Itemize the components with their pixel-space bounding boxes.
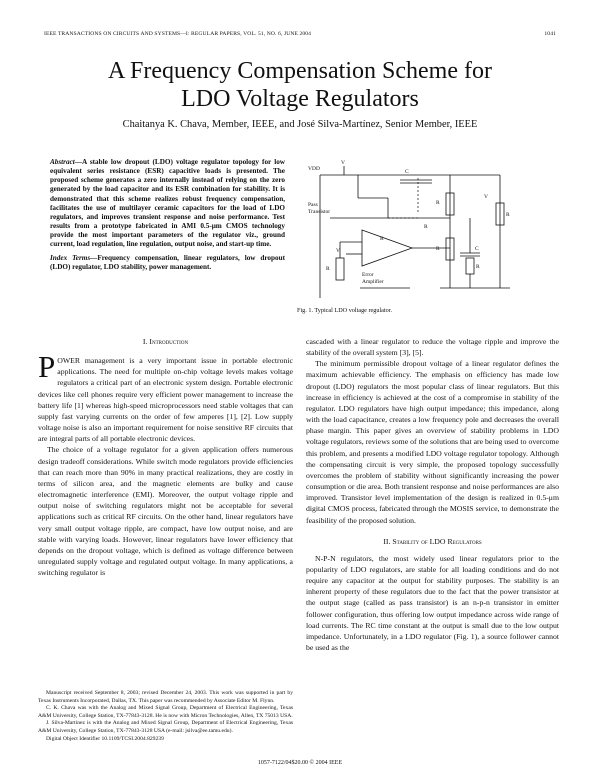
fig-label-rout: R — [380, 236, 384, 242]
column-right — [306, 336, 559, 653]
fig-label-amplifier: Amplifier — [362, 279, 384, 285]
footnote-4: Digital Object Identifier 10.1109/TCSI.2004.829239 — [46, 735, 164, 742]
fig-label-rl: R — [506, 212, 510, 218]
intro-paragraph-2: The choice of a voltage regulator for a given application offers numerous design tradeoff considerations. While switch mode regulators provide efficiencies that can reach more than 90% in many practical realizations, they are costly in terms of silicon area, and the magnetic elements are bulky and cause electromagnetic interference (EMI). Moreover, the output voltage ripple and output noise of switching regulators might not be acceptable for several applications such as critical RF circuits. On the other hand, linear regulators have very small output voltage ripple, are compact, have low output noise, and are stable with varying loads. However, linear regulators have lower efficiency that depends on the dropout voltage, which is defined as voltage difference between unregulated supply voltage and regulated output voltage. In many applications, a switching regulator is — [38, 445, 293, 578]
fig-label-resr: R — [476, 264, 480, 270]
abstract-text: A stable low dropout (LDO) voltage regulator topology for low equivalent series resistance (ESR) capacitive loads is presented. The proposed scheme generates a zero internally instead of relying on the zero generated by the load capacitor and its ESR combination for stability. It is demonstrated that this scheme realizes robust frequency compensation, facilitates the use of multilayer ceramic capacitors for the load of LDO regulators, and improves transient response and noise performance. Test results from a prototype fabricated in AMI 0.5-μm CMOS technology provide the most important parameters of the regulator viz., ground current, load regulation, line regulation, output noise, and start-up time. — [50, 158, 285, 249]
footnote-2: C. K. Chava was with the Analog and Mixed Signal Group, Department of Electrical Engineering, Texas A&M University, College Station, TX-77843-3128. He is now with Micron Technologies, Allen, TX 75013 USA. — [38, 705, 293, 719]
copyright-footer: 1057-7122/04$20.00 © 2004 IEEE — [257, 760, 343, 766]
fig-label-rpar: R — [424, 224, 428, 230]
running-header — [44, 31, 556, 41]
fig-label-error: Error — [362, 272, 374, 278]
intro-paragraph-3: cascaded with a linear regulator to reduce the voltage ripple and improve the stability of the overall system [3], [5]. — [306, 337, 559, 358]
section-1-title: I. Introduction — [142, 337, 189, 346]
abstract — [50, 158, 285, 272]
column-left — [38, 336, 293, 578]
stability-paragraph-1: N-P-N regulators, the most widely used linear regulators prior to the popularity of LDO regulators, are stable for all loading conditions and do not require any capacitor at the output for stability purposes. The stability is an inherent property of these regulators due to the fact that the power transistor at the output stage (called as pass transistor) is an n-p-n transistor in emitter follower configuration, thus offering low output impedance across wide range of load currents. The RC time constant at the output is small due to the low output impedance. Unfortunately, in a LDO regulator (Fig. 1), a source follower cannot be used as the — [306, 553, 559, 653]
fig-label-cparasitic: C — [405, 169, 409, 175]
footnote-3: J. Silva-Martinez is with the Analog and Mixed Signal Group, Department of Electrical Engineering, Texas A&M University, College Station, TX-77843-3128 USA (e-mail: jsilva@ee.tamu.edu). — [38, 720, 293, 734]
fig-label-vdd: VDD — [308, 166, 320, 172]
title-line-1: A Frequency Compensation Scheme for — [108, 58, 492, 84]
fig-label-cl: C — [475, 246, 479, 252]
fig-label-vref: V — [336, 248, 340, 254]
fig-label-pass: Pass — [308, 202, 318, 208]
drop-cap: P — [38, 349, 56, 385]
ldo-circuit-figure — [300, 158, 553, 298]
fig-label-r1: R — [436, 200, 440, 206]
paper-title — [0, 58, 600, 113]
figure-caption: Fig. 1. Typical LDO voltage regulator. — [297, 307, 392, 314]
intro-paragraph-1: OWER management is a very important issue in portable electronic applications. The need for multiple on-chip voltage levels makes voltage regulators a critical part of an electronic system design. Portable electronic devices like cell phones require very efficient power management to increase the battery life [1] whereas high-speed microprocessors need stable voltages that can supply fast varying currents on the order of few amperes [1], [2]. Low supply voltage noise is also an important requirement for noise sensitive RF circuits that are integral parts of all portable electronic devices. — [38, 356, 293, 444]
section-2-title: II. Stability of LDO Regulators — [383, 536, 482, 546]
fig-label-transistor: Transistor — [308, 209, 331, 215]
fig-label-vin: V — [341, 160, 345, 166]
footnote-1: Manuscript received September 8, 2003; revised December 24, 2003. This work was supported in part by Texas Instruments Incorporated, Dallas, TX. This paper was recommended by Associate Editor M. Flynn. — [38, 690, 293, 704]
abstract-label: Abstract— — [50, 158, 82, 166]
intro-paragraph-4: The minimum permissible dropout voltage of a linear regulator defines the maximum achievable efficiency. The emphasis on efficiency has made low dropout (LDO) regulators the most popular class of linear regulators. But this increase in efficiency is achieved at the cost of a compromise in stability of the regulator. LDO regulators have high output impedance; this impedance, along with the load capacitance, creates a low frequency pole and decreases the overall phase margin. This paper gives an overview of stability problems in LDO voltage regulators, reviews some of the solutions that are being used to overcome this problem, and presents a modified LDO voltage regulator topology. Although the compensating circuit is very simple, the proposed topology successfully overcomes the problem of stability without significantly increasing the power consumption or die area. Both transient response and noise performances are also improved. Transistor level implementation of the design is realized in 0.5-μm digital CMOS process, fabricated through the MOSIS service, to demonstrate the feasibility of the proposed solution. — [306, 359, 559, 525]
page-number: 1041 — [544, 31, 556, 37]
footnotes — [38, 690, 293, 743]
index-terms-label: Index Terms— — [50, 253, 98, 262]
authors: Chaitanya K. Chava, Member, IEEE, and José Silva-Martínez, Senior Member, IEEE — [122, 119, 478, 130]
fig-label-r2: R — [436, 246, 440, 252]
journal-header: IEEE TRANSACTIONS ON CIRCUITS AND SYSTEMS—I: REGULAR PAPERS, VOL. 51, NO. 6, JUNE 2004 — [44, 31, 312, 37]
title-line-2: LDO Voltage Regulators — [181, 85, 419, 112]
index-terms-text: Frequency compensation, linear regulators, low dropout (LDO) regulator, LDO stability, power management. — [50, 253, 285, 271]
fig-label-rref: R — [326, 266, 330, 272]
fig-label-vout: V — [484, 194, 488, 200]
